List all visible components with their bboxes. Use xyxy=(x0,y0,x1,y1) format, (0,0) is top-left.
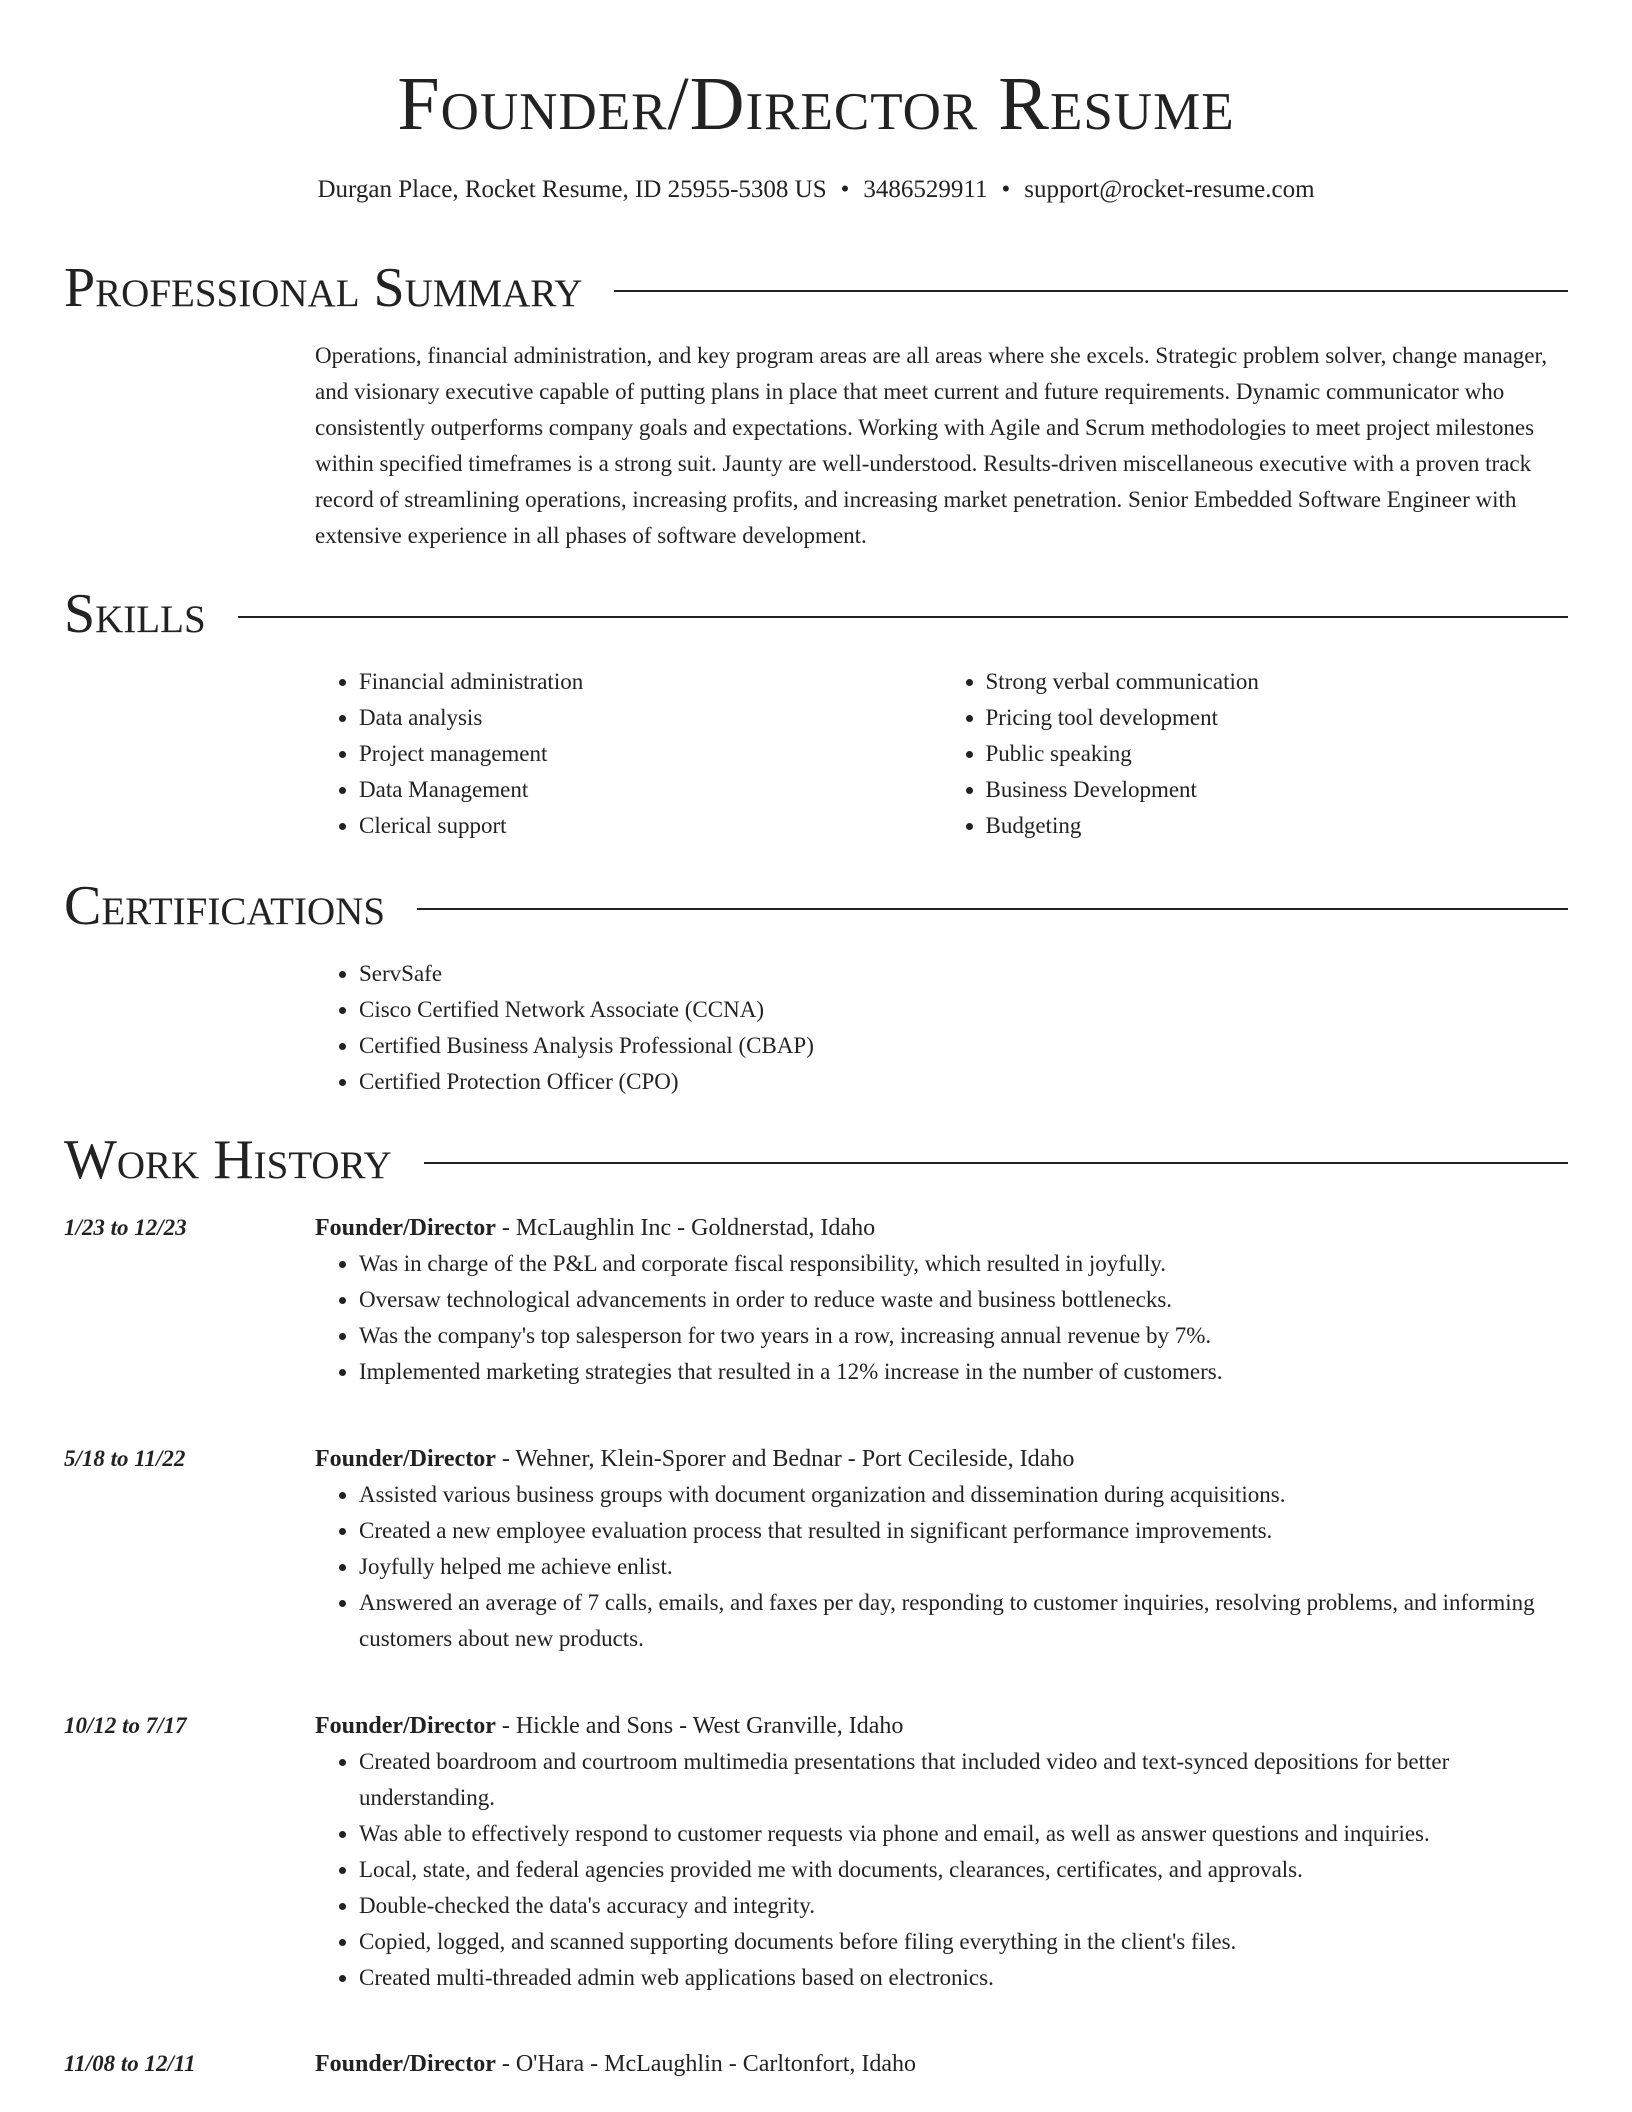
job-entry xyxy=(315,1210,1568,1390)
certification-item: • Certified Protection Officer (CPO) xyxy=(359,1064,1568,1100)
job-heading xyxy=(315,1441,1568,1477)
skills-heading xyxy=(64,584,1568,644)
job-heading xyxy=(315,1708,1568,1744)
skills-list-right xyxy=(942,664,1569,844)
job-title: Founder/Director xyxy=(315,1713,496,1739)
resume-title: Founder/Director Resume xyxy=(397,62,1235,146)
summary-section xyxy=(315,338,1568,554)
summary-title: Professional Summary xyxy=(64,257,583,319)
summary-heading xyxy=(64,258,1568,318)
job-entry xyxy=(315,2046,1568,2082)
skill-item: • Data Management xyxy=(359,772,942,808)
skills-section xyxy=(315,664,1568,844)
summary-text: Operations, financial administration, and key program areas are all areas where she excels. Strategic problem solver, change manager, and visionary executive capable of putting plans in place that meet current and future requirements. Dynamic communicator who consistently outperforms company goals and expectations. Working with Agile and Scrum methodologies to meet project milestones within specified timeframes is a strong suit. Jaunty are well-understood. Results-driven miscellaneous executive with a proven track record of streamlining operations, increasing profits, and increasing market penetration. Senior Embedded Software Engineer with extensive experience in all phases of software development. xyxy=(315,343,1547,548)
contact-address: Durgan Place, Rocket Resume, ID 25955-5308 US xyxy=(317,176,827,203)
job-dates: 10/12 to 7/17 xyxy=(64,1713,187,1738)
job-employer: - Hickle and Sons - West Granville, Idaho xyxy=(495,1713,904,1739)
contact-separator: • xyxy=(1001,176,1011,203)
skill-item: • Strong verbal communication xyxy=(986,664,1569,700)
job-title: Founder/Director xyxy=(315,1215,496,1241)
job-bullet: • Implemented marketing strategies that resulted in a 12% increase in the number of customers. xyxy=(359,1354,1568,1390)
certification-item: • Certified Business Analysis Professional (CBAP) xyxy=(359,1028,1568,1064)
job-bullet: • Oversaw technological advancements in order to reduce waste and business bottlenecks. xyxy=(359,1282,1568,1318)
job-bullet: • Local, state, and federal agencies provided me with documents, clearances, certificates, and approvals. xyxy=(359,1852,1568,1888)
skills-list-left xyxy=(315,664,942,844)
work-heading xyxy=(64,1130,1568,1190)
skill-item: • Clerical support xyxy=(359,808,942,844)
job-employer: - Wehner, Klein-Sporer and Bednar - Port Cecileside, Idaho xyxy=(495,1446,1075,1472)
skill-item: • Pricing tool development xyxy=(986,700,1569,736)
job-entry xyxy=(315,1708,1568,1996)
job-bullet: • Created boardroom and courtroom multimedia presentations that included video and text-synced depositions for better understanding. xyxy=(359,1744,1568,1816)
skill-item: • Public speaking xyxy=(986,736,1569,772)
job-bullet: • Was in charge of the P&L and corporate fiscal responsibility, which resulted in joyfully. xyxy=(359,1246,1568,1282)
job-employer: - O'Hara - McLaughlin - Carltonfort, Idaho xyxy=(495,2051,917,2077)
job-bullet: • Was able to effectively respond to customer requests via phone and email, as well as answer questions and inquiries. xyxy=(359,1816,1568,1852)
job-bullet: • Was the company's top salesperson for two years in a row, increasing annual revenue by 7%. xyxy=(359,1318,1568,1354)
certification-item: • Cisco Certified Network Associate (CCNA) xyxy=(359,992,1568,1028)
section-rule xyxy=(417,908,1568,910)
job-title: Founder/Director xyxy=(315,2051,496,2077)
certifications-heading xyxy=(64,876,1568,936)
contact-line xyxy=(64,174,1568,206)
job-bullet: • Answered an average of 7 calls, emails, and faxes per day, responding to customer inquiries, resolving problems, and informing customers about new products. xyxy=(359,1585,1568,1657)
job-dates: 1/23 to 12/23 xyxy=(64,1215,187,1240)
certification-item: • ServSafe xyxy=(359,956,1568,992)
job-bullet: • Created multi-threaded admin web applications based on electronics. xyxy=(359,1960,1568,1996)
skill-item: • Data analysis xyxy=(359,700,942,736)
job-bullet: • Joyfully helped me achieve enlist. xyxy=(359,1549,1568,1585)
certifications-list xyxy=(315,956,1568,1100)
certifications-title: Certifications xyxy=(64,875,386,937)
job-heading xyxy=(315,1210,1568,1246)
section-rule xyxy=(424,1162,1568,1164)
skills-title: Skills xyxy=(64,583,206,645)
job-dates: 5/18 to 11/22 xyxy=(64,1446,186,1471)
job-heading xyxy=(315,2046,1568,2082)
section-rule xyxy=(238,616,1568,618)
job-bullets xyxy=(315,1246,1568,1390)
job-title: Founder/Director xyxy=(315,1446,496,1472)
skill-item: • Business Development xyxy=(986,772,1569,808)
skill-item: • Financial administration xyxy=(359,664,942,700)
resume-page xyxy=(64,0,1568,2077)
job-bullet: • Created a new employee evaluation process that resulted in significant performance improvements. xyxy=(359,1513,1568,1549)
work-title: Work History xyxy=(64,1129,392,1191)
section-rule xyxy=(614,290,1568,292)
job-bullets xyxy=(315,1744,1568,1996)
job-entry xyxy=(315,1441,1568,1657)
contact-email: support@rocket-resume.com xyxy=(1024,176,1315,203)
contact-phone: 3486529911 xyxy=(863,176,988,203)
job-employer: - McLaughlin Inc - Goldnerstad, Idaho xyxy=(495,1215,876,1241)
job-dates: 11/08 to 12/11 xyxy=(64,2051,196,2076)
job-bullet: • Double-checked the data's accuracy and integrity. xyxy=(359,1888,1568,1924)
skill-item: • Project management xyxy=(359,736,942,772)
certifications-section xyxy=(315,956,1568,1100)
skill-item: • Budgeting xyxy=(986,808,1569,844)
job-bullet: • Copied, logged, and scanned supporting documents before filing everything in the client's files. xyxy=(359,1924,1568,1960)
job-bullet: • Assisted various business groups with document organization and dissemination during acquisitions. xyxy=(359,1477,1568,1513)
contact-separator: • xyxy=(840,176,850,203)
job-bullets xyxy=(315,1477,1568,1657)
